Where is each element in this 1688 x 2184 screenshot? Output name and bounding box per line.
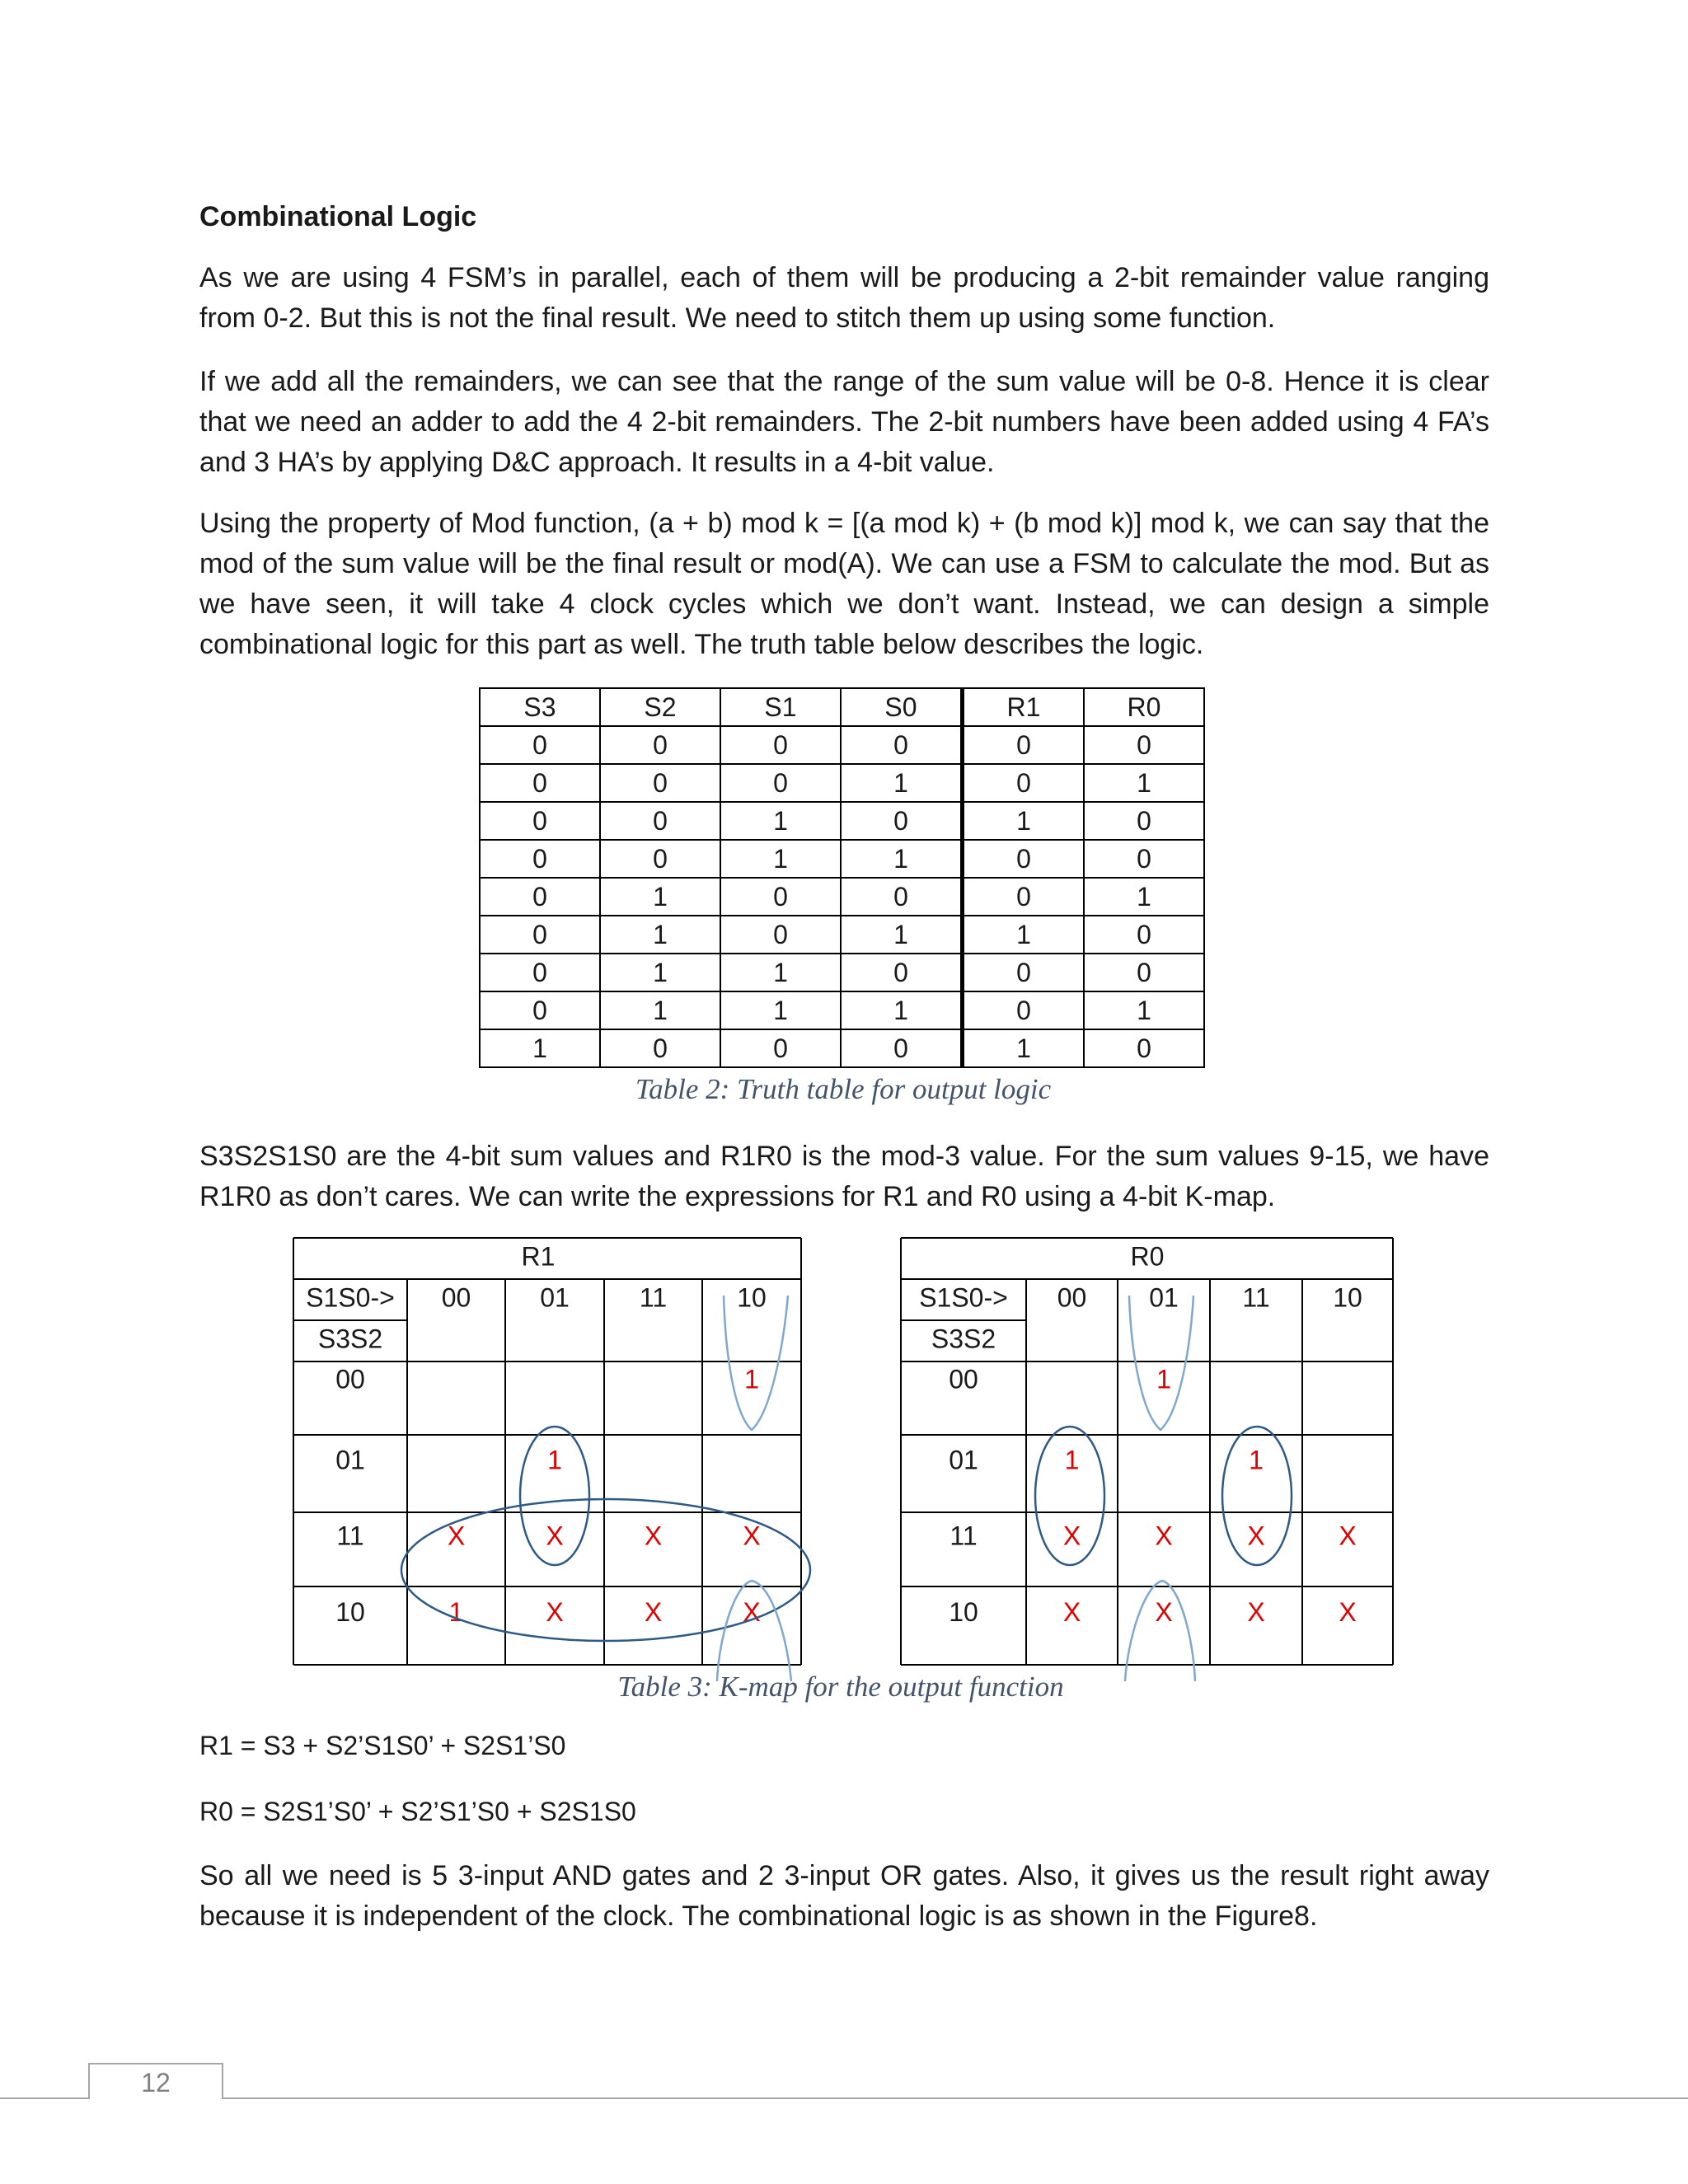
kmap-corner-label: S3S2 (317, 1324, 383, 1354)
kmap-row-header: 01 (949, 1445, 978, 1475)
truth-table-cell: 0 (963, 954, 1085, 991)
equation-r0: R0 = S2S1’S0’ + S2’S1’S0 + S2S1S0 (199, 1797, 636, 1826)
kmap-col-header: 00 (441, 1282, 471, 1313)
kmap-cell-value: X (546, 1596, 564, 1627)
truth-table-header-cell: R1 (963, 688, 1085, 726)
kmap-cell-value: X (1247, 1521, 1265, 1551)
r1-wrap-bottom (717, 1581, 791, 1681)
truth-table-header-cell: S2 (600, 688, 720, 726)
r1-wrap-top (724, 1296, 788, 1430)
kmap-row-header: 00 (335, 1364, 365, 1394)
paragraph-fsm-remainders: As we are using 4 FSM’s in parallel, each of them will be producing a 2-bit remainder value ranging from 0-2. But this is not the final result. We need to stitch them up using some function. (199, 262, 1489, 334)
r0-wrap-top (1129, 1296, 1193, 1430)
truth-table-cell: 0 (480, 802, 600, 840)
truth-table-cell: 1 (1084, 878, 1204, 916)
kmap-col-header: 00 (1057, 1282, 1087, 1313)
truth-table-cell: 0 (963, 991, 1085, 1029)
truth-table-cell: 0 (720, 764, 841, 802)
truth-table-cell: 1 (480, 1029, 600, 1067)
truth-table-cell: 0 (720, 726, 841, 764)
kmap-cell-value: 1 (1064, 1445, 1080, 1475)
truth-table-header-cell: S0 (841, 688, 963, 726)
truth-table-cell: 1 (600, 916, 720, 954)
truth-table-cell: 0 (963, 764, 1085, 802)
truth-table-cell: 1 (1084, 764, 1204, 802)
truth-table-cell: 1 (841, 840, 963, 878)
truth-table-cell: 1 (720, 954, 841, 991)
kmap-cell-value: X (546, 1521, 564, 1551)
truth-table-cell: 0 (841, 1029, 963, 1067)
kmap-corner-label: S1S0-> (919, 1282, 1008, 1313)
kmap-title: R1 (521, 1241, 556, 1272)
truth-table-cell: 1 (963, 802, 1085, 840)
truth-table-cell: 1 (963, 1029, 1085, 1067)
kmap-cell-value: X (447, 1521, 466, 1551)
truth-table-cell: 0 (480, 916, 600, 954)
truth-table-cell: 0 (963, 726, 1085, 764)
paragraph-mod-property: Using the property of Mod function, (a + b) mod k = [(a mod k) + (b mod k)] mod k, we can say that the mod of the sum value will be the final result or mod(A). We can use a FSM to calculate the mod. But as we have seen, it will take 4 clock cycles which we don’t want. Instead, we can design a simple combinational logic for this part as well. The truth table below describes the logic. (199, 508, 1489, 660)
truth-table-cell: 0 (720, 1029, 841, 1067)
kmap-row-header: 01 (335, 1445, 365, 1475)
truth-table-cell: 0 (841, 878, 963, 916)
truth-table-cell: 0 (1084, 954, 1204, 991)
kmap-cell-value: X (1062, 1521, 1081, 1551)
kmap-col-header: 10 (1333, 1282, 1362, 1313)
truth-table-cell: 0 (480, 840, 600, 878)
kmap-col-header: 01 (540, 1282, 570, 1313)
kmap-cell-value: X (1062, 1596, 1081, 1627)
kmap-cell-value: X (644, 1521, 663, 1551)
truth-table-cell: 0 (841, 802, 963, 840)
truth-table-cell: 0 (1084, 840, 1204, 878)
truth-table-cell: 0 (480, 954, 600, 991)
kmap-row-header: 11 (950, 1521, 978, 1551)
paragraph-kmap-intro: S3S2S1S0 are the 4-bit sum values and R1R0 is the mod-3 value. For the sum values 9-15, we have R1R0 as don’t cares. We can write the expressions for R1 and R0 using a 4-bit K-map. (199, 1141, 1489, 1212)
r0-wrap-bottom (1125, 1581, 1195, 1681)
kmap-cell-value: X (743, 1596, 761, 1627)
truth-table-cell: 0 (841, 726, 963, 764)
truth-table-cell: 1 (600, 954, 720, 991)
section-heading: Combinational Logic (199, 201, 477, 232)
truth-table-cell: 1 (841, 991, 963, 1029)
truth-table-cell: 0 (600, 764, 720, 802)
truth-table-cell: 0 (1084, 802, 1204, 840)
truth-table-cell: 0 (600, 840, 720, 878)
paragraph-adder: If we add all the remainders, we can see that the range of the sum value will be 0-8. Hence it is clear that we need an adder to add the 4 2-bit remainders. The 2-bit numbers have been added using 4 FA’s and 3 HA’s by applying D&C approach. It results in a 4-bit value. (199, 366, 1489, 478)
truth-table-cell: 1 (841, 916, 963, 954)
truth-table-cell: 1 (720, 840, 841, 878)
truth-table-cell: 1 (1084, 991, 1204, 1029)
kmap-cell-value: 1 (1249, 1445, 1264, 1475)
kmap-cell-value: X (743, 1521, 761, 1551)
kmap-cell-value: X (1155, 1596, 1173, 1627)
kmap-col-header: 11 (639, 1282, 668, 1313)
kmap-corner-label: S3S2 (931, 1324, 996, 1354)
kmap-cell-value: 1 (744, 1364, 759, 1394)
paragraph-conclusion: So all we need is 5 3-input AND gates and 2 3-input OR gates. Also, it gives us the result right away because it is independent of the clock. The combinational logic is as shown in the Figure8. (199, 1860, 1489, 1932)
kmap-cell-value: X (1339, 1596, 1357, 1627)
truth-table-cell: 1 (600, 878, 720, 916)
footer-rule (0, 2059, 1688, 2108)
kmap-col-header: 11 (1242, 1282, 1270, 1313)
kmap-cell-value: X (1247, 1596, 1265, 1627)
truth-table-cell: 0 (1084, 916, 1204, 954)
truth-table-header-cell: R0 (1084, 688, 1204, 726)
kmap-row-header: 10 (335, 1596, 365, 1627)
kmap-cell-value: 1 (1156, 1364, 1171, 1394)
truth-table-cell: 0 (480, 726, 600, 764)
kmap-row-header: 11 (336, 1521, 364, 1551)
page-number: 12 (141, 2068, 171, 2097)
kmap-caption: Table 3: K-map for the output function (617, 1671, 1064, 1703)
truth-table-cell: 0 (963, 840, 1085, 878)
truth-table-header-cell: S3 (480, 688, 600, 726)
kmap-title: R0 (1130, 1241, 1165, 1272)
truth-table-cell: 1 (600, 991, 720, 1029)
truth-table-cell: 1 (841, 764, 963, 802)
truth-table-cell: 0 (1084, 1029, 1204, 1067)
truth-table-cell: 0 (600, 726, 720, 764)
kmap-row-header: 10 (949, 1596, 978, 1627)
kmap-col-header: 10 (737, 1282, 767, 1313)
truth-table-cell: 1 (720, 991, 841, 1029)
truth-table-cell: 0 (480, 991, 600, 1029)
truth-table-cell: 0 (963, 878, 1085, 916)
truth-table-cell: 0 (600, 802, 720, 840)
kmap-cell-value: 1 (448, 1596, 464, 1627)
truth-table-cell: 0 (600, 1029, 720, 1067)
truth-table-cell: 1 (963, 916, 1085, 954)
kmap-cell-value: X (644, 1596, 663, 1627)
truth-table-cell: 0 (480, 878, 600, 916)
equation-r1: R1 = S3 + S2’S1S0’ + S2S1’S0 (199, 1731, 566, 1760)
kmap-cell-value: 1 (547, 1445, 562, 1475)
truth-table-cell: 0 (720, 916, 841, 954)
truth-table-cell: 1 (720, 802, 841, 840)
truth-table-caption: Table 2: Truth table for output logic (635, 1073, 1052, 1105)
truth-table-cell: 0 (1084, 726, 1204, 764)
kmap-cell-value: X (1155, 1521, 1173, 1551)
truth-table-header-cell: S1 (720, 688, 841, 726)
kmap-cell-value: X (1339, 1521, 1357, 1551)
kmap-col-header: 01 (1149, 1282, 1179, 1313)
truth-table-cell: 0 (720, 878, 841, 916)
truth-table-cell: 0 (841, 954, 963, 991)
r1-loop-x-row (401, 1499, 810, 1641)
truth-table-cell: 0 (480, 764, 600, 802)
kmap-corner-label: S1S0-> (306, 1282, 395, 1313)
kmap-row-header: 00 (949, 1364, 978, 1394)
